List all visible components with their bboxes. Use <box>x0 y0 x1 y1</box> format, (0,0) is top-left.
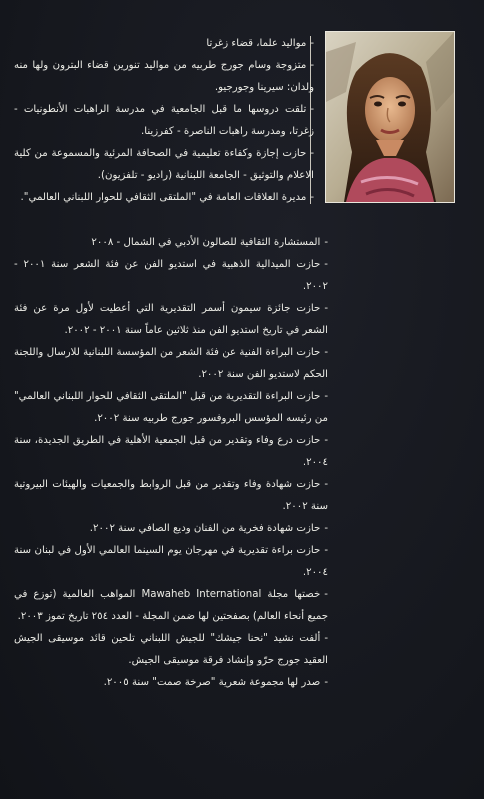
list-item: -متزوجة وسام جورج طربیه من موالید تنورین قضاء البترون ولها منه ولدان: سیرینا وجورجیو. <box>14 60 314 93</box>
list-item: -حازت البراءة التقدیریة من قبل "الملتقى الثقافي للحوار اللبناني العالمي" من رئیسه المؤسس البروفسور جورج طربیه سنة ٢٠٠٢. <box>14 391 328 424</box>
list-item: -حازت درع وفاء وتقدیر من قبل الجمعیة الأهلیة في الطریق الجدیدة، سنة ٢٠٠٤. <box>14 435 328 468</box>
list-item: -حازت براءة تقدیریة في مهرجان یوم السینما العالمي الأول في لبنان سنة ٢٠٠٤. <box>14 545 328 578</box>
portrait-image <box>326 32 454 202</box>
list-item: -المستشارة الثقافیة للصالون الأدبي في الشمال - ٢٠٠٨ <box>91 237 328 248</box>
list-item: -تلقت دروسها ما قبل الجامعیة في مدرسة الراهبات الأنطونیات - زغرتا، ومدرسة راهبات الناصرة - كفرزینا. <box>14 104 314 137</box>
list-item: -حازت شهادة فخریة من الفنان ودیع الصافي سنة ٢٠٠٢. <box>89 523 328 534</box>
list-item: -ألفت نشید "نحنا جیشك" للجیش اللبناني تلحین قائد موسیقى الجیش العقید جورج حرّو وإنشاد فرقة موسیقى الجیش. <box>14 633 328 666</box>
list-item: -حازت شهادة وفاء وتقدیر من قبل الروابط والجمعیات والهیئات البیروتیة سنة ٢٠٠٢. <box>14 479 328 512</box>
list-item: -موالید علما، قضاء زغرتا <box>206 38 314 49</box>
list-item: -خصتها مجلة Mawaheb International المواهب العالمیة (توزع في جمیع أنحاء العالم) بصفحتین لها ضمن المجلة - العدد ٢٥٤ تاریخ تموز ٢٠٠٣. <box>14 589 328 622</box>
list-item: -حازت إجازة وكفاءة تعلیمیة في الصحافة المرئیة والمسموعة من كلیة الاعلام والتوثیق - الجامعة اللبنانیة (رادیو - تلفزیون). <box>14 148 314 181</box>
bio-list-bottom <box>14 232 328 694</box>
list-item: -حازت جائزة سیمون أسمر التقدیریة التي أعطیت لأول مرة عن فئة الشعر في تاریخ استدیو الفن منذ ثلاثین عاماً سنة ٢٠٠١ - ٢٠٠٢. <box>14 303 328 336</box>
list-item: -حازت البراءة الفنیة عن فئة الشعر من المؤسسة اللبنانیة للارسال واللجنة الحكم لاستدیو الفن سنة ٢٠٠٢. <box>14 347 328 380</box>
list-item: -مدیرة العلاقات العامة في "الملتقى الثقافي للحوار اللبناني العالمي". <box>20 192 314 203</box>
portrait-photo <box>325 31 455 203</box>
list-item: -صدر لها مجموعة شعریة "صرخة صمت" سنة ٢٠٠٥. <box>103 677 328 688</box>
list-item: -حازت المیدالیة الذهبیة في استدیو الفن عن فئة الشعر سنة ٢٠٠١ - ٢٠٠٢. <box>14 259 328 292</box>
bio-list-top <box>14 33 314 209</box>
